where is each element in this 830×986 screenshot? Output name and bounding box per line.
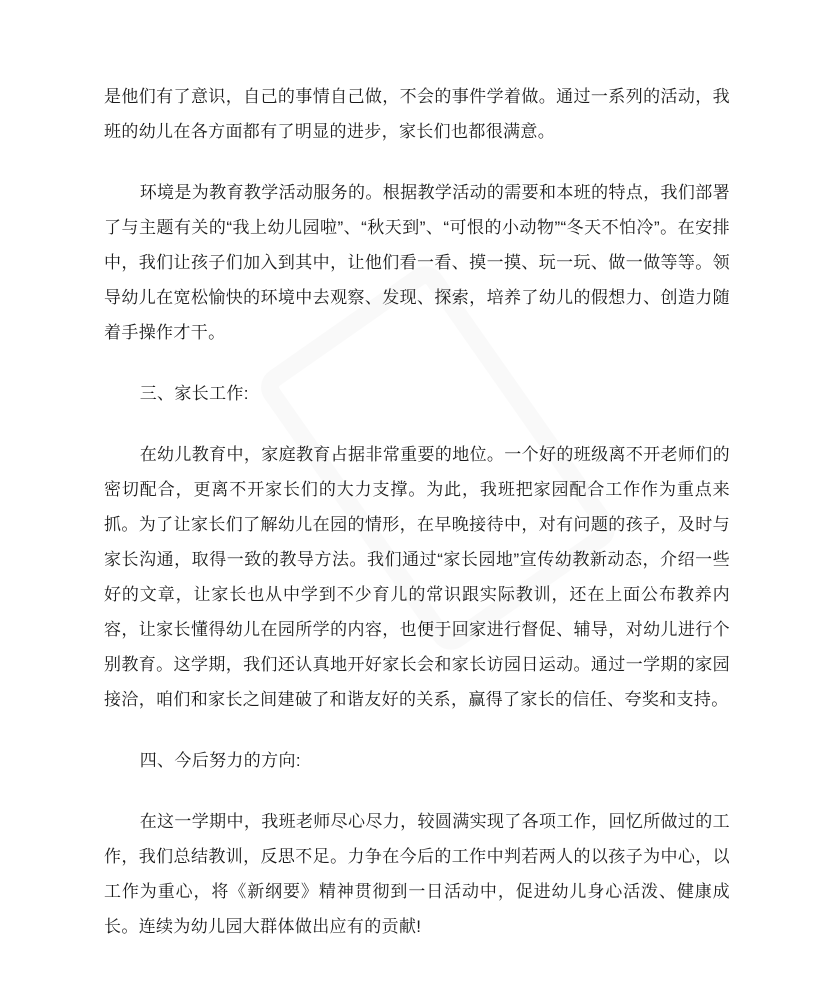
paragraph-future-direction: 在这一学期中，我班老师尽心尽力，较圆满实现了各项工作，回忆所做过的工作，我们总结教训，反思不足。力争在今后的工作中判若两人的以孩子为中心，以工作为重心，将《新纲要》精神贯彻到一日活动中，促进幼儿身心活泼、健康成长。连续为幼儿园大群体做出应有的贡献! bbox=[104, 812, 730, 936]
section-heading-parent-work: 三、家长工作: bbox=[139, 384, 249, 403]
paragraph-parent-work: 在幼儿教育中，家庭教育占据非常重要的地位。一个好的班级离不开老师们的密切配合，更离不开家长们的大力支撑。为此，我班把家园配合工作作为重点来抓。为了让家长们了解幼儿在园的情形，在早晚接待中，对有问题的孩子，及时与家长沟通，取得一致的教导方法。我们通过“家长园地”宣传幼教新动态，介绍一些好的文章，让家长也从中学到不少育儿的常识跟实际教训，还在上面公布教养内容，让家长懂得幼儿在园所学的内容，也便于回家进行督促、辅导，对幼儿进行个别教育。这学期，我们还认真地开好家长会和家长访园日运动。通过一学期的家园接洽，咱们和家长之间建破了和谐友好的关系，赢得了家长的信任、夸奖和支持。 bbox=[104, 445, 730, 709]
document-page bbox=[104, 79, 730, 970]
section-heading-future-direction: 四、今后努力的方向: bbox=[139, 751, 301, 770]
paragraph-continuation: 是他们有了意识，自己的事情自己做，不会的事件学着做。通过一系列的活动，我班的幼儿在各方面都有了明显的进步，家长们也都很满意。 bbox=[104, 87, 730, 141]
paragraph-environment: 环境是为教育教学活动服务的。根据教学活动的需要和本班的特点，我们部署了与主题有关的“我上幼儿园啦”、“秋天到”、“可恨的小动物”“冬天不怕冷”。在安排中，我们让孩子们加入到其中，让他们看一看、摸一摸、玩一玩、做一做等等。领导幼儿在宽松愉快的环境中去观察、发现、探索，培养了幼儿的假想力、创造力随着手操作才干。 bbox=[104, 183, 730, 342]
